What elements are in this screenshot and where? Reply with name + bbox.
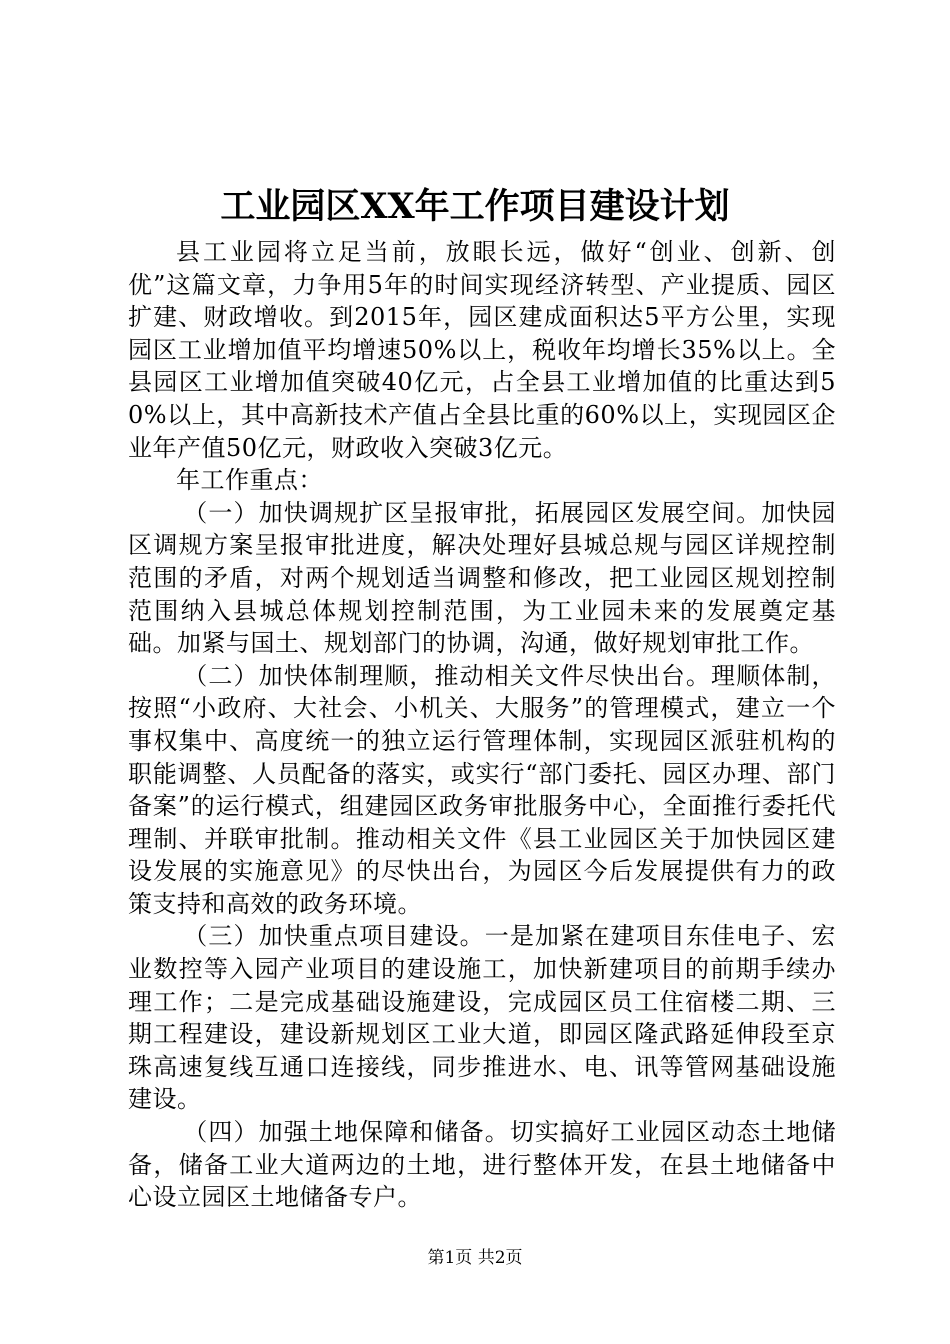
work-item-paragraph-3: （三）加快重点项目建设。一是加紧在建项目东佳电子、宏业数控等入园产业项目的建设施工，加快新建项目的前期手续办理工作；二是完成基础设施建设，完成园区员工住宿楼二期、三期工程建设，建设新规划区工业大道，即园区隆武路延伸段至京珠高速复线互通口连接线，同步推进水、电、讯等管网基础设施建设。 — [128, 922, 836, 1114]
page-number-footer: 第1页 共2页 — [427, 1248, 523, 1268]
intro-paragraph: 县工业园将立足当前，放眼长远，做好“创业、创新、创优”这篇文章，力争用5年的时间实现经济转型、产业提质、园区扩建、财政增收。到2015年，园区建成面积达5平方公里，实现园区工业增加值平均增速50%以上，税收年均增长35%以上。全县园区工业增加值突破40亿元，占全县工业增加值的比重达到50%以上，其中高新技术产值占全县比重的60%以上，实现园区企业年产值50亿元，财政收入突破3亿元。 — [128, 238, 836, 462]
section-heading-work-focus: 年工作重点： — [176, 466, 323, 495]
work-item-paragraph-4: （四）加强土地保障和储备。切实搞好工业园区动态土地储备，储备工业大道两边的土地，进行整体开发，在县土地储备中心设立园区土地储备专户。 — [128, 1118, 836, 1212]
document-body — [128, 236, 836, 1214]
document-title: 工业园区XX年工作项目建设计划 — [220, 186, 730, 227]
work-item-paragraph-1: （一）加快调规扩区呈报审批，拓展园区发展空间。加快园区调规方案呈报审批进度，解决处理好县城总规与园区详规控制范围的矛盾，对两个规划适当调整和修改，把工业园区规划控制范围纳入县城总体规划控制范围，为工业园未来的发展奠定基础。加紧与国土、规划部门的协调，沟通，做好规划审批工作。 — [128, 498, 836, 658]
work-item-paragraph-2: （二）加快体制理顺，推动相关文件尽快出台。理顺体制，按照“小政府、大社会、小机关、大服务”的管理模式，建立一个事权集中、高度统一的独立运行管理体制，实现园区派驻机构的职能调整、人员配备的落实，或实行“部门委托、园区办理、部门备案”的运行模式，组建园区政务审批服务中心，全面推行委托代理制、并联审批制。推动相关文件《县工业园区关于加快园区建设发展的实施意见》的尽快出台，为园区今后发展提供有力的政策支持和高效的政务环境。 — [128, 661, 836, 918]
